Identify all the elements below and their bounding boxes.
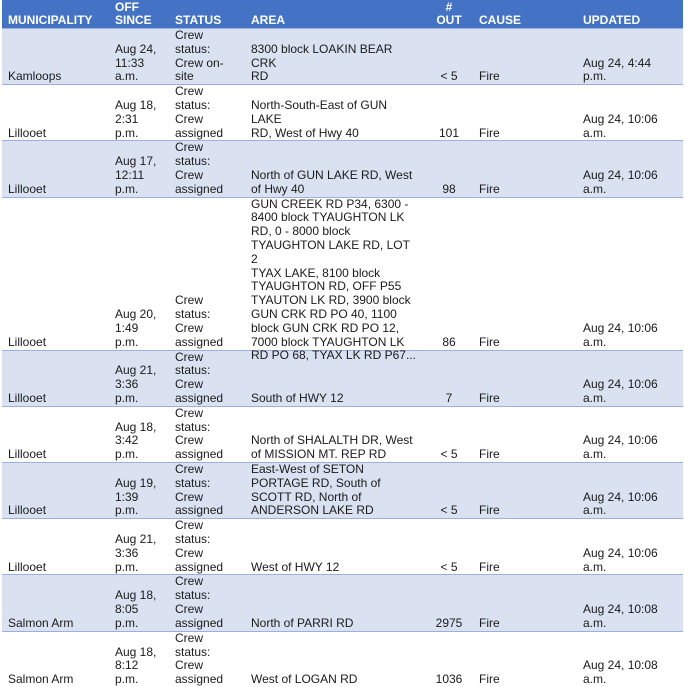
cell-cause-text: Fire (479, 69, 500, 84)
cell-municipality (2, 29, 109, 85)
cell-municipality (2, 631, 109, 687)
outages-table (2, 0, 683, 687)
cell-off-since (109, 575, 169, 631)
cell-area-text: 8300 block LOAKIN BEAR CRK RD (251, 41, 393, 84)
table-row (2, 85, 683, 141)
cell-cause (473, 197, 577, 350)
cell-area (245, 406, 425, 462)
cell-out-text: 86 (442, 334, 456, 349)
cell-municipality (2, 141, 109, 197)
cell-status (169, 631, 245, 687)
cell-off-since (109, 85, 169, 141)
cell-updated-text: Aug 24, 10:06 a.m. (583, 545, 658, 574)
cell-off-since (109, 631, 169, 687)
cell-cause (473, 141, 577, 197)
cell-out-text: < 5 (440, 503, 458, 518)
cell-off-since-text: Aug 19, 1:39 p.m. (115, 475, 157, 518)
cell-updated-text: Aug 24, 10:06 a.m. (583, 111, 658, 140)
col-out: # OUT (425, 0, 473, 29)
cell-area-text: GUN CREEK RD P34, 6300 - 8400 block TYAUGHTON LK RD, 0 - 8000 block TYAUGHTON LAKE RD, LOT 2 TYAX LAKE, 8100 block TYAUGHTON RD, OFF P55 TYAUTON LK RD, 3900 block GUN CRK RD PO 40, 1100 block GUN CRK RD PO 12, 7000 block TYAUGHTON LK RD PO 68, TYAX LK RD P67... (251, 196, 416, 363)
cell-municipality (2, 519, 109, 575)
table-row (2, 406, 683, 462)
cell-cause-text: Fire (479, 447, 500, 462)
cell-cause-text: Fire (479, 181, 500, 196)
cell-cause-text: Fire (479, 390, 500, 405)
cell-updated (577, 85, 683, 141)
cell-off-since-text: Aug 21, 3:36 p.m. (115, 363, 157, 405)
cell-off-since (109, 406, 169, 462)
cell-off-since-text: Aug 18, 8:05 p.m. (115, 588, 157, 630)
cell-cause (473, 462, 577, 518)
cell-cause-text: Fire (479, 334, 500, 349)
table-row (2, 197, 683, 350)
cell-status-text: Crew status: Crew assigned (175, 574, 224, 630)
cell-updated-text: Aug 24, 10:08 a.m. (583, 601, 658, 630)
cell-off-since (109, 141, 169, 197)
cell-out-text: < 5 (440, 559, 458, 574)
cell-area (245, 196, 425, 363)
cell-cause-text: Fire (479, 125, 500, 140)
cell-updated-text: Aug 24, 10:06 a.m. (583, 377, 658, 405)
cell-municipality (2, 350, 109, 406)
cell-municipality-text: Salmon Arm (8, 615, 74, 630)
cell-off-since-text: Aug 17, 12:11 p.m. (115, 154, 157, 196)
cell-off-since-text: Aug 24, 11:33 a.m. (115, 41, 157, 84)
cell-cause-text: Fire (479, 672, 500, 687)
cell-updated-text: Aug 24, 4:44 p.m. (583, 55, 652, 84)
cell-municipality (2, 406, 109, 462)
cell-out-text: < 5 (440, 69, 458, 84)
header-row (2, 0, 683, 29)
cell-area (245, 141, 425, 197)
cell-out (425, 406, 473, 462)
cell-area-text: North of GUN LAKE RD, West of Hwy 40 (251, 167, 413, 196)
table-row (2, 141, 683, 197)
cell-updated (577, 350, 683, 406)
cell-updated (577, 575, 683, 631)
cell-status (169, 141, 245, 197)
cell-status (169, 197, 245, 350)
col-area: AREA (245, 0, 425, 29)
cell-status-text: Crew status: Crew assigned (175, 518, 224, 574)
cell-area-text: West of HWY 12 (251, 559, 340, 574)
cell-off-since (109, 462, 169, 518)
cell-off-since (109, 29, 169, 85)
cell-out (425, 350, 473, 406)
cell-cause (473, 85, 577, 141)
cell-area (245, 575, 425, 631)
cell-municipality-text: Lillooet (8, 390, 47, 405)
cell-updated-text: Aug 24, 10:06 a.m. (583, 489, 658, 518)
col-updated: UPDATED (577, 0, 683, 29)
cell-area (245, 85, 425, 141)
cell-area (245, 631, 425, 687)
cell-out (425, 141, 473, 197)
cell-status-text: Crew status: Crew assigned (175, 405, 224, 462)
col-cause: CAUSE (473, 0, 577, 29)
cell-area-text: North-South-East of GUN LAKE RD, West of Hwy 40 (251, 97, 388, 140)
cell-area-text: North of SHALALTH DR, West of MISSION MT. REP RD (251, 433, 413, 462)
cell-out-text: 2975 (435, 615, 463, 630)
cell-cause-text: Fire (479, 503, 500, 518)
cell-area (245, 519, 425, 575)
cell-updated (577, 141, 683, 197)
cell-status-text: Crew status: Crew assigned (175, 461, 224, 518)
cell-updated (577, 29, 683, 85)
cell-updated-text: Aug 24, 10:08 a.m. (583, 658, 658, 687)
cell-municipality (2, 575, 109, 631)
col-off-since: OFF SINCE (109, 0, 169, 29)
cell-cause (473, 519, 577, 575)
cell-municipality (2, 197, 109, 350)
cell-off-since-text: Aug 21, 3:36 p.m. (115, 531, 157, 574)
cell-out-text: 101 (438, 125, 460, 140)
cell-status (169, 350, 245, 406)
cell-updated-text: Aug 24, 10:06 a.m. (583, 433, 658, 462)
cell-area (245, 462, 425, 518)
cell-updated (577, 631, 683, 687)
cell-status (169, 575, 245, 631)
cell-municipality-text: Lillooet (8, 559, 47, 574)
cell-status-text: Crew status: Crew assigned (175, 349, 224, 405)
cell-cause (473, 575, 577, 631)
cell-status-text: Crew status: Crew assigned (175, 140, 224, 196)
cell-updated-text: Aug 24, 10:06 a.m. (583, 320, 658, 349)
cell-out (425, 29, 473, 85)
cell-out (425, 519, 473, 575)
cell-status (169, 29, 245, 85)
cell-status-text: Crew status: Crew on- site (175, 28, 224, 84)
cell-status (169, 519, 245, 575)
cell-off-since-text: Aug 18, 8:12 p.m. (115, 644, 157, 687)
cell-status-text: Crew status: Crew assigned (175, 84, 224, 140)
cell-municipality-text: Lillooet (8, 334, 47, 349)
cell-municipality-text: Lillooet (8, 125, 47, 140)
table-row (2, 462, 683, 518)
cell-municipality-text: Kamloops (8, 69, 62, 84)
cell-status-text: Crew status: Crew assigned (175, 630, 224, 687)
cell-status (169, 85, 245, 141)
table-row (2, 29, 683, 85)
table-row (2, 631, 683, 687)
cell-municipality-text: Lillooet (8, 503, 47, 518)
table-row (2, 519, 683, 575)
cell-municipality (2, 85, 109, 141)
cell-status (169, 406, 245, 462)
cell-area-text: West of LOGAN RD (251, 672, 358, 687)
cell-out-text: 98 (442, 181, 456, 196)
cell-off-since-text: Aug 18, 2:31 p.m. (115, 97, 157, 140)
cell-out (425, 85, 473, 141)
cell-out (425, 462, 473, 518)
cell-municipality-text: Salmon Arm (8, 672, 74, 687)
cell-area-text: South of HWY 12 (251, 390, 344, 405)
cell-off-since (109, 197, 169, 350)
cell-out (425, 631, 473, 687)
cell-cause (473, 406, 577, 462)
cell-updated (577, 406, 683, 462)
cell-updated (577, 197, 683, 350)
cell-off-since-text: Aug 20, 1:49 p.m. (115, 307, 157, 349)
cell-out-text: < 5 (440, 447, 458, 462)
cell-out (425, 575, 473, 631)
cell-municipality-text: Lillooet (8, 181, 47, 196)
cell-area-text: North of PARRI RD (251, 615, 354, 630)
cell-area (245, 29, 425, 85)
cell-cause (473, 350, 577, 406)
cell-cause (473, 631, 577, 687)
col-status: STATUS (169, 0, 245, 29)
cell-cause-text: Fire (479, 559, 500, 574)
cell-status-text: Crew status: Crew assigned (175, 293, 224, 349)
cell-cause-text: Fire (479, 615, 500, 630)
cell-municipality (2, 462, 109, 518)
cell-updated (577, 462, 683, 518)
col-municipality: MUNICIPALITY (2, 0, 109, 29)
cell-out-text: 1036 (435, 672, 463, 687)
cell-area-text: East-West of SETON PORTAGE RD, South of SCOTT RD, North of ANDERSON LAKE RD (251, 461, 381, 518)
cell-updated-text: Aug 24, 10:06 a.m. (583, 167, 658, 196)
table-row (2, 575, 683, 631)
cell-off-since (109, 350, 169, 406)
cell-out (425, 197, 473, 350)
cell-off-since (109, 519, 169, 575)
cell-off-since-text: Aug 18, 3:42 p.m. (115, 419, 157, 462)
cell-out-text: 7 (445, 390, 453, 405)
cell-updated (577, 519, 683, 575)
cell-cause (473, 29, 577, 85)
cell-municipality-text: Lillooet (8, 447, 47, 462)
cell-status (169, 462, 245, 518)
